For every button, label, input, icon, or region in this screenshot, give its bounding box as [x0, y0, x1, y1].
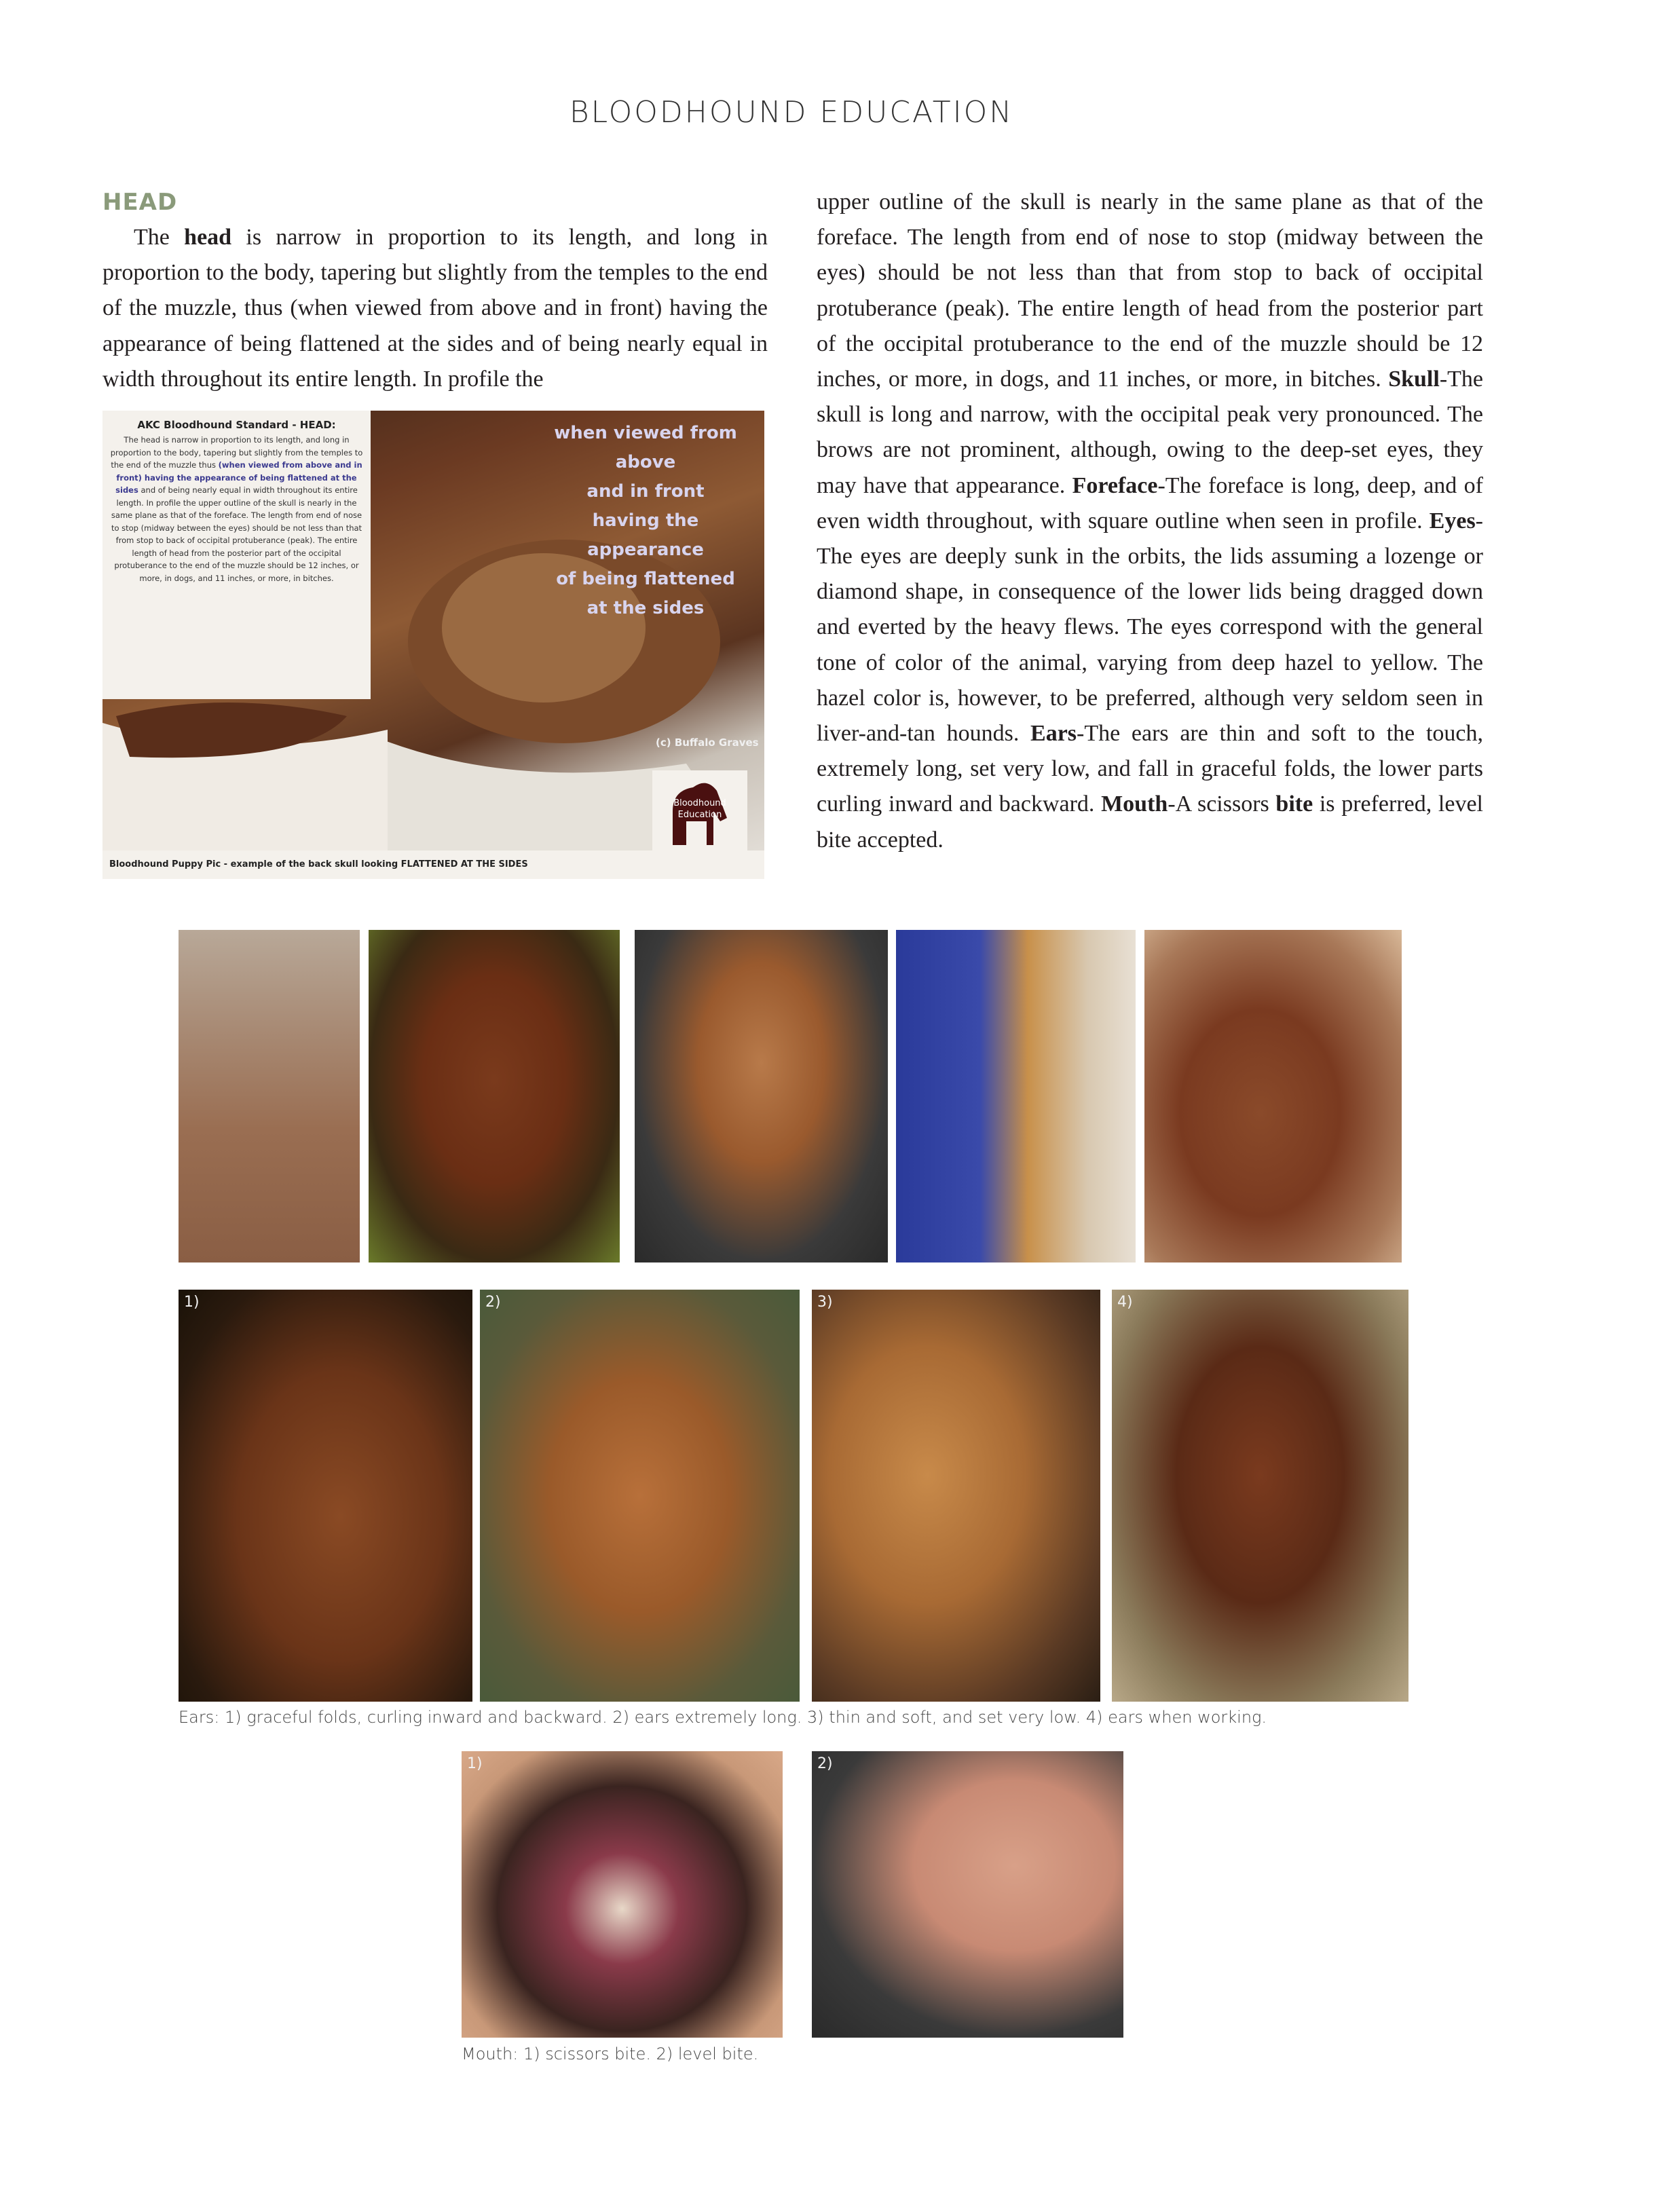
logo-text: Bloodhound Education: [673, 798, 726, 820]
photo-number: 1): [184, 1294, 200, 1311]
head-photo-5: [1144, 930, 1402, 1262]
akc-body-text: and of being nearly equal in width throughout its entire length. In profile the upper outline of the skull is nearly in the same plane as that of the foreface. The length from end of nose to stop (midway between the eyes) should be not less than that from stop to back of occipital protuberance (peak). The entire length of head from the posterior part of the occipital protuberance to the end of the muzzle should be 12 inches, or more, in dogs, and 11 inches, or more, in bitches.: [111, 485, 362, 583]
section-heading: HEAD: [102, 189, 178, 216]
overlay-line: of being flattened: [556, 569, 735, 589]
standard-paragraph: [817, 185, 1483, 858]
mouth-caption: Mouth: 1) scissors bite. 2) level bite.: [462, 2044, 759, 2063]
text-span: -The eyes are deeply sunk in the orbits, the lids assuming a lozenge or diamond shape, in consequence of the lower lids being dragged down and everted by the heavy flews. The eyes correspond with the general tone of color of the animal, varying from deep hazel to yellow. The hazel color is, however, to be preferred, although very seldom seen in liver-and-tan hounds.: [817, 508, 1483, 747]
akc-standard-composite-image: [102, 411, 764, 879]
copyright-text: (c) Buffalo Graves: [656, 736, 759, 749]
head-photo-4: [896, 930, 1136, 1262]
overlay-line: at the sides: [586, 598, 705, 618]
akc-body-highlight: (when viewed from above and in front) having the appearance of being flattened at the sides: [115, 460, 362, 495]
photo-number: 1): [467, 1755, 483, 1772]
ears-caption: Ears: 1) graceful folds, curling inward and backward. 2) ears extremely long. 3) thin and soft, and set very low. 4) ears when working.: [179, 1708, 1267, 1727]
text-span: The: [134, 225, 185, 250]
head-photo-1: [179, 930, 360, 1262]
bold-term-eyes: Eyes: [1429, 508, 1476, 534]
photo-number: 2): [817, 1755, 833, 1772]
bold-term-mouth: Mouth: [1101, 791, 1168, 817]
text-span: -The ears are thin and soft to the touch, extremely long, set very low, and fall in graceful folds, the lower parts curling inward and backward.: [817, 721, 1483, 817]
text-span: upper outline of the skull is nearly in the same plane as that of the foreface. The length from end of nose to stop (midway between the eyes) should be not less than that from stop to back of occipital protuberance (peak). The entire length of head from the posterior part of the occipital protuberance to the end of the muzzle should be 12 inches, or more, in dogs, and 11 inches, or more, in bitches.: [817, 189, 1483, 392]
bold-term-bite: bite: [1275, 791, 1313, 817]
text-span: -The skull is long and narrow, with the occipital peak very pronounced. The brows are not prominent, although, owing to the deep-set eyes, they may have that appearance.: [817, 367, 1483, 498]
head-photo-2: [369, 930, 620, 1262]
ears-photo-3: [812, 1290, 1100, 1702]
head-paragraph: [102, 220, 768, 397]
bloodhound-education-logo: [652, 770, 747, 852]
text-span: -The foreface is long, deep, and of even width throughout, with square outline when seen in profile.: [817, 472, 1483, 534]
akc-body-text: The head is narrow in proportion to its length, and long in proportion to the body, tapering but slightly from the temples to the end of the muzzle thus: [110, 435, 363, 470]
composite-caption: Bloodhound Puppy Pic - example of the back skull looking FLATTENED AT THE SIDES: [102, 850, 764, 879]
ears-photo-2: [480, 1290, 800, 1702]
bold-term-skull: Skull: [1388, 367, 1440, 392]
bold-term-ears: Ears: [1030, 721, 1077, 747]
photo-number: 3): [817, 1294, 833, 1311]
text-span: is narrow in proportion to its length, and long in proportion to the body, tapering but slightly from the temples to the end of the muzzle, thus (when viewed from above and in front) having the appearance of being flattened at the sides and of being nearly equal in width throughout its entire length. In profile the: [102, 225, 768, 392]
mouth-photo-2: [812, 1751, 1123, 2038]
ears-photo-4: [1112, 1290, 1408, 1702]
overlay-line: when viewed from above: [554, 423, 737, 472]
head-photo-3: [635, 930, 888, 1262]
page-header: BLOODHOUND EDUCATION: [569, 95, 1014, 130]
text-column-left: [102, 185, 768, 397]
overlay-line: and in front: [586, 481, 705, 502]
bold-term-foreface: Foreface: [1072, 472, 1158, 498]
text-span: -A scissors: [1168, 791, 1276, 817]
bold-term-head: head: [184, 225, 232, 250]
akc-body: [102, 431, 371, 587]
overlay-text: [534, 419, 758, 623]
text-column-right: [817, 185, 1483, 858]
text-span: is preferred, level bite accepted.: [817, 791, 1483, 853]
mouth-photo-1: [462, 1751, 783, 2038]
overlay-line: having the appearance: [587, 510, 704, 560]
akc-title: AKC Bloodhound Standard - HEAD:: [137, 419, 336, 431]
akc-standard-textbox: [102, 411, 371, 699]
photo-number: 4): [1117, 1294, 1133, 1311]
ears-photo-1: [179, 1290, 472, 1702]
photo-number: 2): [485, 1294, 501, 1311]
